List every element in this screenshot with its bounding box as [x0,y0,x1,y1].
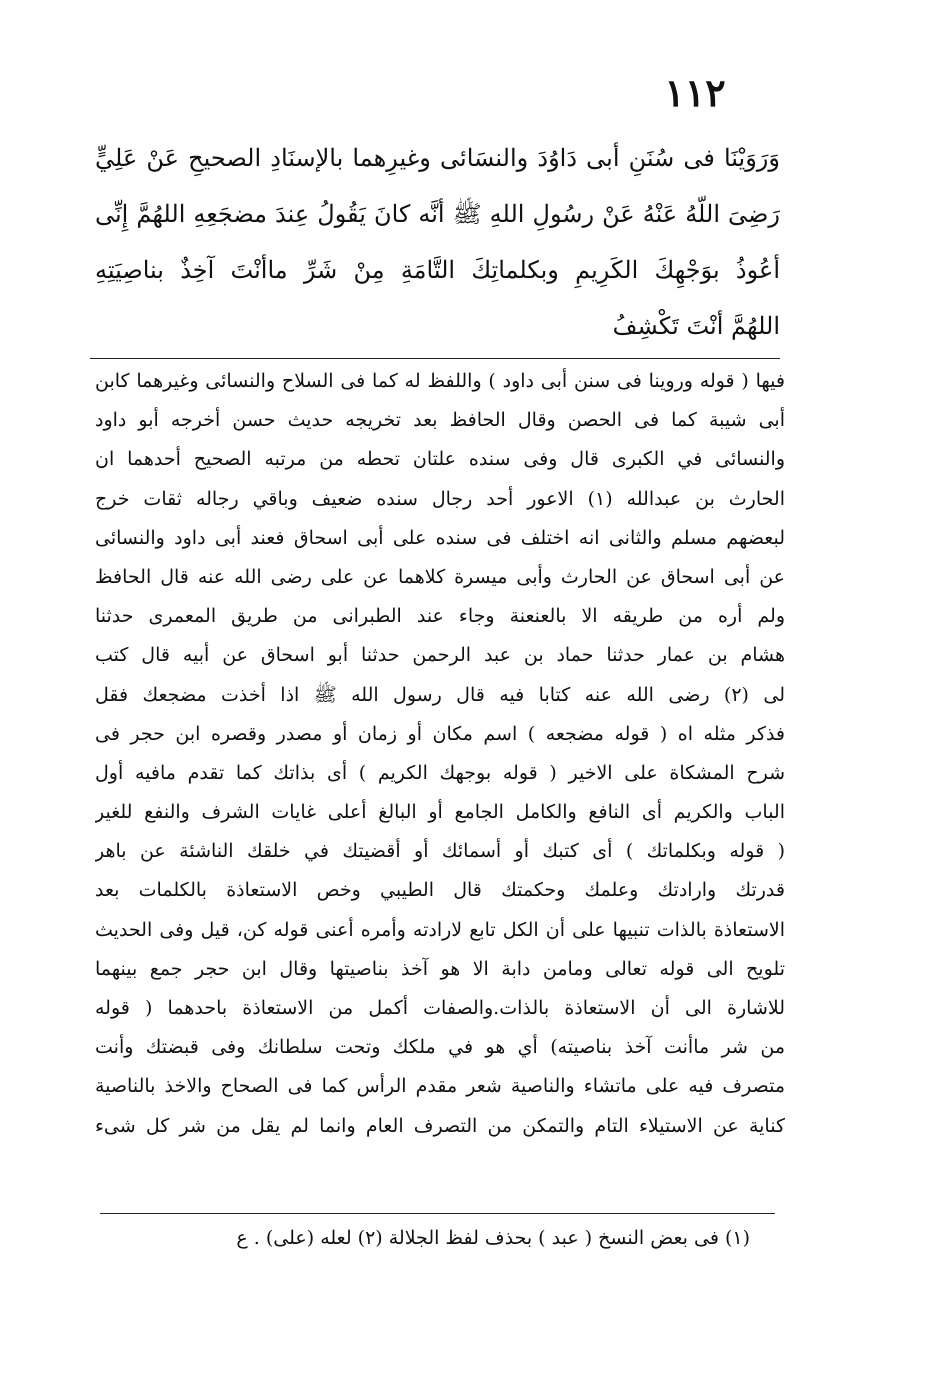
commentary-line: لبعضهم مسلم والثانى انه اختلف فى سنده على أبى اسحاق فعند أبى داود والنسائى [95,526,785,549]
commentary-line: لى (٢) رضى الله عنه كتابا فيه قال رسول الله ﷺ اذا أخذت مضجعك فقل [95,683,785,706]
commentary-line: الحارث بن عبدالله (١) الاعور أحد رجال سنده ضعيف وباقي رجاله ثقات خرج [95,487,785,510]
main-text-line: وَرَوَيْنَا فى سُنَنِ أبى دَاوُدَ والنسَائى وغيرِهما بالإسنَادِ الصحيحِ عَنْ عَلِيٍّ [95,144,780,172]
commentary-line: للاشارة الى أن الاستعاذة بالذات.والصفات أكمل من الاستعاذة باحدهما ( قوله [95,997,785,1019]
commentary-line: قدرتك وارادتك وعلمك وحكمتك قال الطيبي وخص الاستعاذة بالكلمات بعد [95,879,785,902]
footnote-divider [100,1213,775,1214]
commentary-line: عن أبى اسحاق عن الحارث وأبى ميسرة كلاهما عن على رضى الله عنه قال الحافظ [95,565,785,588]
page-number: ١١٢ [664,70,726,115]
commentary-line: فيها ( قوله وروينا فى سنن أبى داود ) واللفظ له كما فى السلاح والنسائى وغيرهما كابن [95,370,785,392]
commentary-line: أبى شيبة كما فى الحصن وقال الحافظ بعد تخريجه حديث حسن أخرجه أبو داود [95,409,785,432]
commentary-line: الاستعاذة بالذات تنبيها على أن الكل تابع لارادته وأمره أعنى قوله كن، قيل وفى الحديث [95,918,785,941]
main-text-divider [90,358,780,359]
commentary-line: هشام بن عمار حدثنا حماد بن عبد الرحمن حدثنا أبو اسحاق عن أبيه قال كتب [95,644,785,667]
commentary-line: شرح المشكاة على الاخير ( قوله بوجهك الكريم ) أى بذاتك كما تقدم مافيه أول [95,761,785,784]
commentary-line: والنسائى في الكبرى قال وفى سنده علتان تحطه من مرتبه الصحيح أحدهما ان [95,448,785,471]
commentary-line: من شر ماأنت آخذ بناصيته) أي هو في ملكك وتحت سلطانك وفى قبضتك وأنت [95,1036,785,1059]
main-text-block [95,130,780,354]
commentary-block [95,362,785,1146]
commentary-line: متصرف فيه على ماتشاء والناصية شعر مقدم الرأس كما فى الصحاح والاخذ بالناصية [95,1075,785,1098]
commentary-line: ولم أره من طريقه الا بالعنعنة وجاء عند الطبرانى من طريق المعمرى حدثنا [95,605,785,628]
commentary-line: فذكر مثله اه ( قوله مضجعه ) اسم مكان أو زمان أو مصدر وقصره ابن حجر فى [95,722,785,745]
footnote: (١) فى بعض النسخ ( عبد ) بحذف لفظ الجلالة (٢) لعله (على) . ع [236,1227,750,1249]
main-text-line: رَضِىَ اللّهُ عَنْهُ عَنْ رسُولِ اللهِ ﷺ أنَّه كانَ يَقُولُ عِندَ مضجَعِهِ اللهُمَّ إِنِّى [95,200,780,228]
commentary-line: الباب والكريم أى النافع والكامل الجامع أو البالغ أعلى غايات الشرف والنفع للغير [95,801,785,824]
commentary-line: كناية عن الاستيلاء التام والتمكن من التصرف العام وانما لم يقل من شر كل شىء [95,1114,785,1137]
commentary-line: ( قوله وبكلماتك ) أى كتبك أو أسمائك أو أقضيتك في خلقك الناشئة عن باهر [95,840,785,863]
main-text-line: أعُوذُ بوَجْهِكَ الكَرِيمِ وبكلماتِكَ التَّامَةِ مِنْ شَرِّ ماأنْتَ آخِذٌ بناصِيَتِهِ [95,256,780,284]
commentary-line: تلويح الى قوله تعالى ومامن دابة الا هو آخذ بناصيتها وقال ابن حجر جمع بينهما [95,957,785,980]
main-text-line: اللهُمَّ أنْتَ تَكْشِفُ [612,312,780,340]
